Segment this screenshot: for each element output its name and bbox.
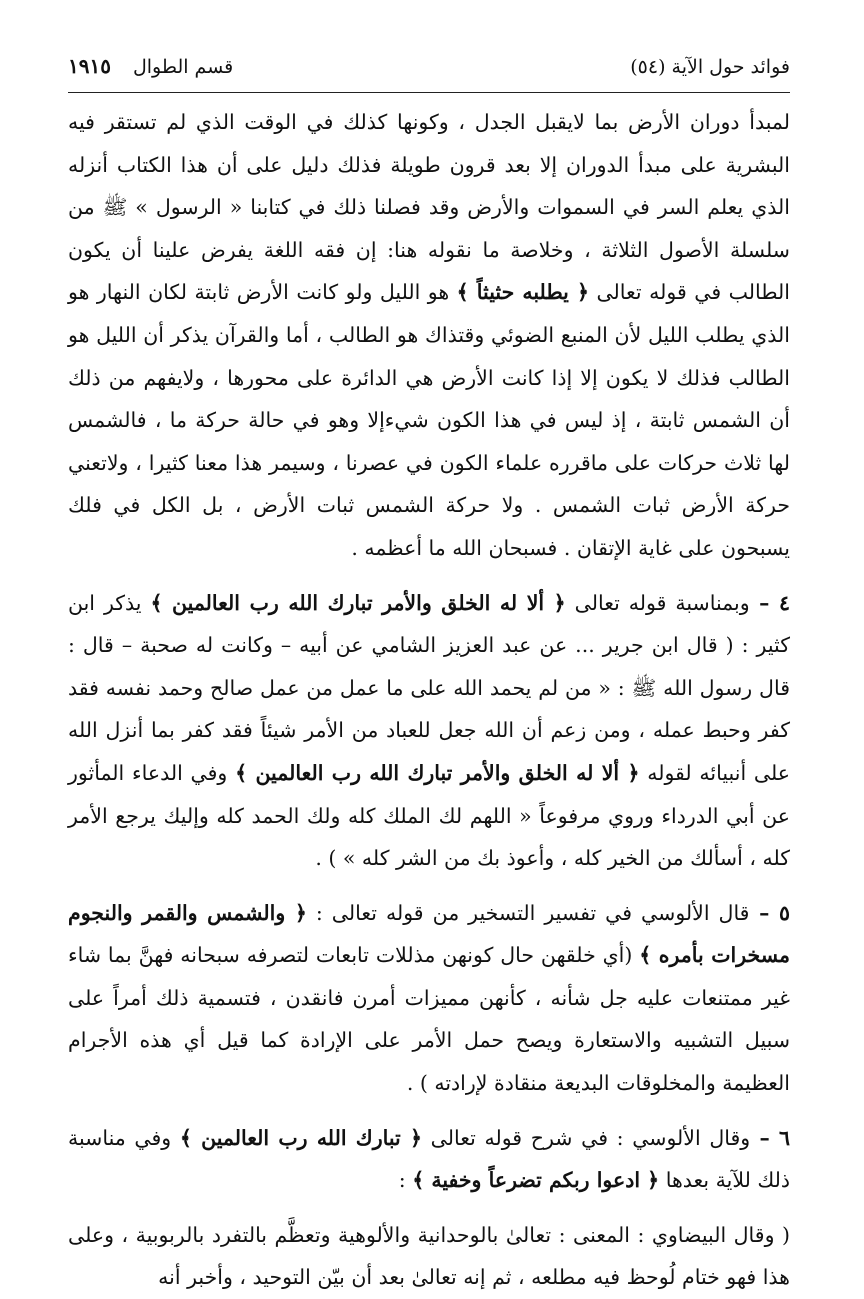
body-text-run: قال الألوسي في تفسير التسخير من قوله تعالى : <box>306 900 750 925</box>
body-text-run: وفي الدعاء المأثور عن أبي الدرداء وروي مرفوعاً « اللهم لك الملك كله ولك الحمد كله وإليك يرجع الأمر كله ، أسألك من الخير كله ، وأعوذ بك من الشر كله » ) . <box>68 760 790 871</box>
emphasized-text: ٦ – <box>750 1125 790 1150</box>
body-text-run: يذكر ابن كثير : ( قال ابن جرير ... عن عبد العزيز الشامي عن أبيه – وكانت له صحبة – قال : قال رسول الله ﷺ : « من لم يحمد الله على ما عمل من عمل صالح وحمد نفسه فقد كفر وحبط عمله ، ومن زعم أن الله جعل للعباد من الأمر شيئاً فقد كفر بما أنزل الله على أنبيائه لقوله <box>68 590 790 785</box>
paragraph <box>68 101 790 570</box>
body-text-run: (أي خلقهن حال كونهن مذللات تابعات لتصرفه سبحانه فهنَّ بما شاء غير ممتنعات عليه جل شأنه ، كأنهن مميزات أمرن فانقدن ، فتسمية ذلك أمراً على سبيل التشبيه والاستعارة ويصح حمل الأمر على الإرادة كما قيل أي هذه الأجرام العظيمة والمخلوقات البديعة منقادة لإرادته ) . <box>68 943 790 1096</box>
body-text-run: لمبدأ دوران الأرض بما لايقبل الجدل ، وكونها كذلك في الوقت الذي لم تستقر فيه البشرية على مبدأ الدوران إلا بعد قرون طويلة فذلك دليل على أن هذا الكتاب أنزله الذي يعلم السر في السموات والأرض وقد فصلنا ذلك في كتابنا « الرسول » ﷺ من سلسلة الأصول الثلاثة ، وخلاصة ما نقوله هنا: إن فقه اللغة يفرض علينا أن يكون الطالب في قوله تعالى <box>68 110 790 305</box>
header-divider <box>68 92 790 93</box>
header-title: فوائد حول الآية (٥٤) <box>630 56 790 78</box>
section-name: قسم الطوال <box>132 56 234 78</box>
header-left-group <box>68 54 233 78</box>
body-text-run: وفي مناسبة ذلك للآية بعدها <box>68 1125 790 1193</box>
body-text <box>68 101 790 1299</box>
emphasized-text: ﴿ ألا له الخلق والأمر تبارك الله رب العالمين ﴾ <box>235 760 640 785</box>
running-header <box>68 54 790 88</box>
paragraph-gap <box>68 1202 790 1214</box>
paragraph <box>68 582 790 880</box>
paragraph-gap <box>68 1105 790 1117</box>
body-text-run: هو الليل ولو كانت الأرض ثابتة لكان النهار هو الذي يطلب الليل لأن المنبع الضوئي وقتذاك هو الطالب ، أما والقرآن يذكر أن الليل هو الطالب فذلك لا يكون إلا إذا كانت الأرض هي الدائرة على محورها ، ولايفهم من ذلك أن الشمس ثابتة ، إذ ليس في هذا الكون شيءإلا وهو في حالة حركة ما ، فالشمس لها ثلاث حركات على ماقرره علماء الكون في عصرنا ، وسيمر هذا معنا كثيرا ، ولاتعني حركة الأرض ثبات الشمس . ولا حركة الشمس ثبات الأرض ، بل الكل في فلك يسبحون على غاية الإتقان . فسبحان الله ما أعظمه . <box>68 280 790 560</box>
emphasized-text: ﴿ والشمس والقمر والنجوم مسخرات بأمره ﴾ <box>68 900 791 968</box>
emphasized-text: ٥ – <box>749 900 790 925</box>
emphasized-text: ٤ – <box>749 590 791 615</box>
paragraph <box>68 1117 790 1202</box>
emphasized-text: ﴿ تبارك الله رب العالمين ﴾ <box>179 1125 423 1150</box>
body-text-run: ( وقال البيضاوي : المعنى : تعالىٰ بالوحدانية والألوهية وتعظَّم بالتفرد بالربوبية ، وعلى هذا فهو ختام لُوحظ فيه مطلعه ، ثم إنه تعالىٰ بعد أن بيّن التوحيد ، وأخبر أنه <box>68 1222 790 1290</box>
emphasized-text: ﴿ يطلبه حثيثاً ﴾ <box>456 280 589 305</box>
emphasized-text: ﴿ ألا له الخلق والأمر تبارك الله رب العالمين ﴾ <box>150 590 566 615</box>
page-number: ١٩١٥ <box>68 54 111 78</box>
body-text-run: وقال الألوسي : في شرح قوله تعالى <box>422 1125 751 1150</box>
body-text-run: : <box>398 1168 413 1193</box>
emphasized-text: ﴿ ادعوا ربكم تضرعاً وخفية ﴾ <box>412 1168 660 1193</box>
paragraph-gap <box>68 570 790 582</box>
paragraph-gap <box>68 880 790 892</box>
paragraph <box>68 1214 790 1299</box>
body-text-run: وبمناسبة قوله تعالى <box>565 590 750 615</box>
paragraph <box>68 892 790 1105</box>
